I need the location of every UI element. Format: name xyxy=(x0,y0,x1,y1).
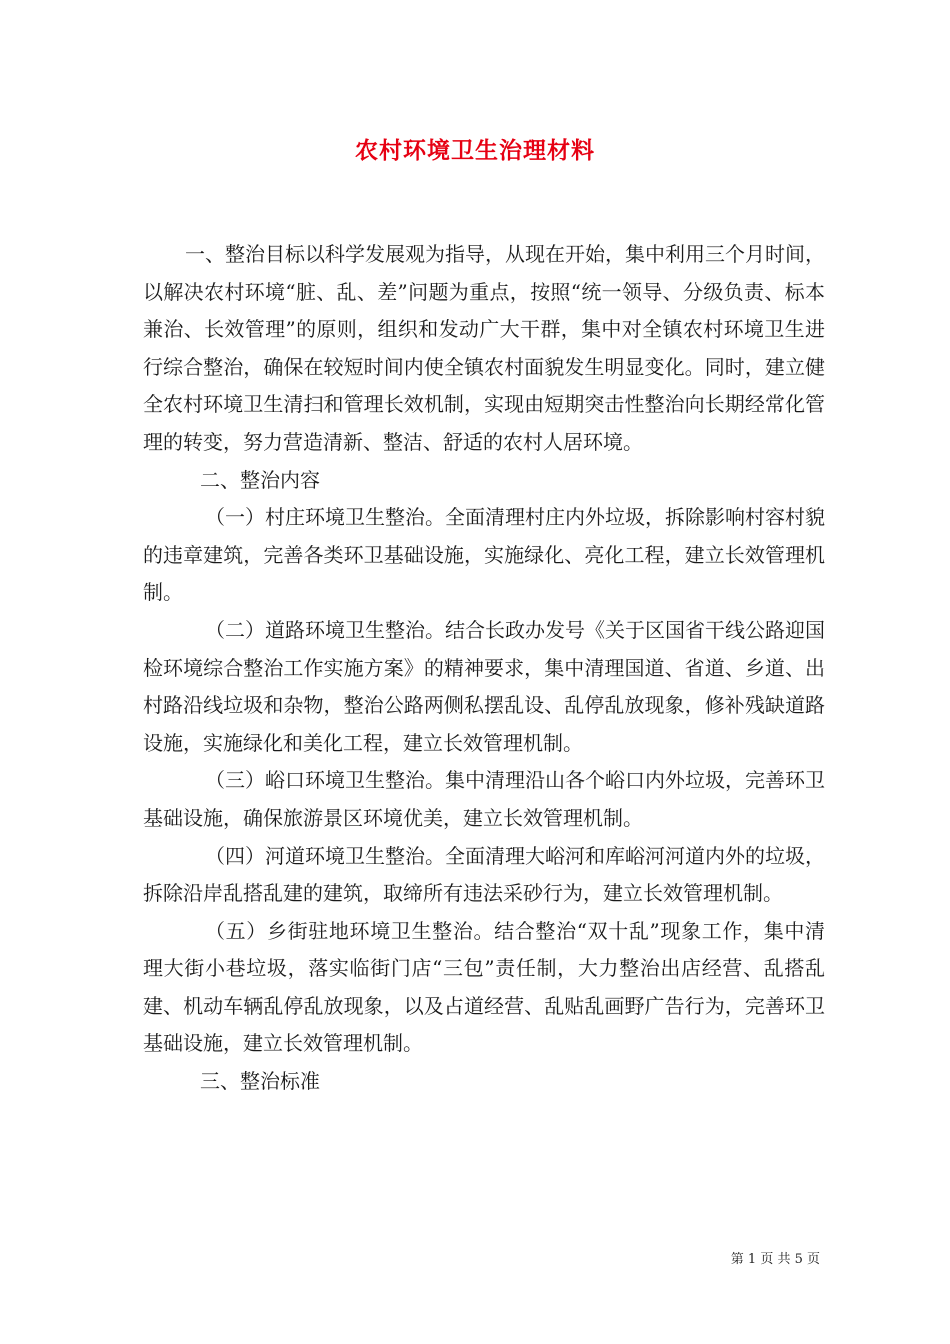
heading-content: 二、整治内容 xyxy=(200,467,320,492)
paragraph-village: （一）村庄环境卫生整治。全面清理村庄内外垃圾，拆除影响村容村貌的违章建筑，完善各类环卫基础设施，实施绿化、亮化工程，建立长效管理机制。 xyxy=(143,505,825,605)
document-body xyxy=(143,236,825,1101)
paragraph-goal: 一、整治目标以科学发展观为指导，从现在开始，集中利用三个月时间，以解决农村环境“脏、乱、差”问题为重点，按照“统一领导、分级负责、标本兼治、长效管理”的原则，组织和发动广大干群，集中对全镇农村环境卫生进行综合整治，确保在较短时间内使全镇农村面貌发生明显变化。同时，建立健全农村环境卫生清扫和管理长效机制，实现由短期突击性整治向长期经常化管理的转变，努力营造清新、整洁、舒适的农村人居环境。 xyxy=(143,242,825,454)
heading-standard: 三、整治标准 xyxy=(200,1069,320,1094)
document-title: 农村环境卫生治理材料 xyxy=(355,137,595,164)
paragraph-township: （五）乡街驻地环境卫生整治。结合整治“双十乱”现象工作，集中清理大街小巷垃圾，落实临街门店“三包”责任制，大力整治出店经营、乱搭乱建、机动车辆乱停乱放现象，以及占道经营、乱贴乱画野广告行为，完善环卫基础设施，建立长效管理机制。 xyxy=(143,918,825,1056)
paragraph-road: （二）道路环境卫生整治。结合长政办发号《关于区国省干线公路迎国检环境综合整治工作实施方案》的精神要求，集中清理国道、省道、乡道、出村路沿线垃圾和杂物，整治公路两侧私摆乱设、乱停乱放现象，修补残缺道路设施，实施绿化和美化工程，建立长效管理机制。 xyxy=(143,617,825,755)
paragraph-valley: （三）峪口环境卫生整治。集中清理沿山各个峪口内外垃圾，完善环卫基础设施，确保旅游景区环境优美，建立长效管理机制。 xyxy=(143,768,825,830)
paragraph-river: （四）河道环境卫生整治。全面清理大峪河和库峪河河道内外的垃圾，拆除沿岸乱搭乱建的建筑，取缔所有违法采砂行为，建立长效管理机制。 xyxy=(143,843,825,906)
page-number: 第 1 页 共 5 页 xyxy=(730,1252,820,1267)
